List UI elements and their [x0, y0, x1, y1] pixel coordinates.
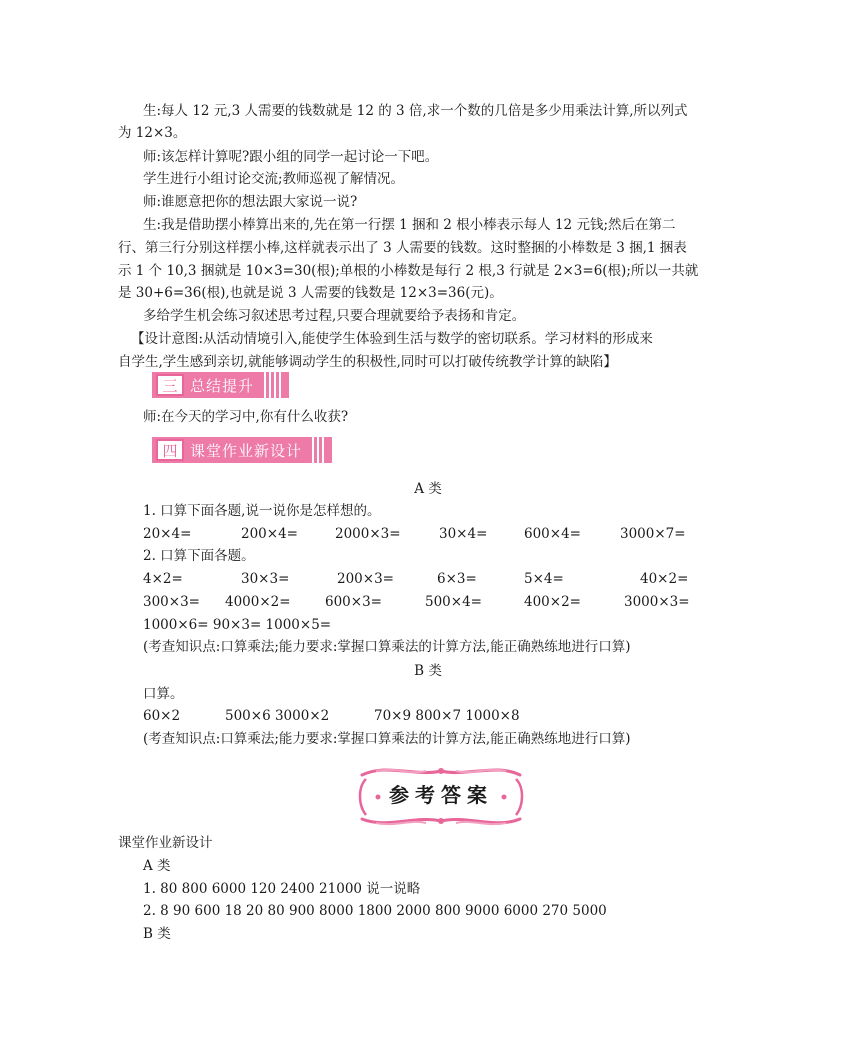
knowledge-note: (考查知识点:口算乘法;能力要求:掌握口算乘法的计算方法,能正确熟练地进行口算) [143, 731, 631, 747]
class-b-heading: B 类 [414, 663, 442, 679]
answers-heading: 课堂作业新设计 [118, 835, 213, 851]
exercise-item: 400×2= [524, 594, 581, 610]
exercise-item: 600×4= [524, 526, 581, 542]
exercise-item: 4×2= [143, 571, 183, 587]
paragraph-line: 多给学生机会练习叙述思考过程,只要合理就要给予表扬和肯定。 [143, 308, 526, 324]
section-title: 总结提升 [190, 376, 255, 395]
exercise-item: 60×2 [143, 708, 181, 724]
paragraph-line: 学生进行小组讨论交流;教师巡视了解情况。 [143, 171, 405, 187]
exercise-item: 500×4= [425, 594, 482, 610]
answer-title: 参考答案 [389, 783, 493, 807]
paragraph-line: 示 1 个 10,3 捆就是 10×3=30(根);单根的小棒数是每行 2 根,3 行就是 2×3=6(根);所以一共就 [118, 263, 699, 279]
section-number: 三 [156, 374, 184, 396]
section-number: 四 [156, 439, 184, 461]
paragraph-line: 生:我是借助摆小棒算出来的,先在第一行摆 1 捆和 2 根小棒表示每人 12 元钱;然后在第二 [143, 217, 676, 233]
exercise-item: 40×2= [640, 571, 689, 587]
answers-a-label: A 类 [143, 858, 171, 874]
exercise-item: 3000×7= [620, 526, 686, 542]
exercise-item: 30×4= [439, 526, 488, 542]
design-intent-line: 【设计意图:从活动情境引入,能使学生体验到生活与数学的密切联系。学习材料的形成来 [131, 331, 653, 347]
question-1: 1. 口算下面各题,说一说你是怎样想的。 [143, 503, 381, 519]
exercise-item: 300×3= [143, 594, 200, 610]
exercise-row: 1000×6= 90×3= 1000×5= [143, 617, 332, 633]
exercise-item: 4000×2= [225, 594, 291, 610]
exercise-item: 5×4= [524, 571, 564, 587]
paragraph-line: 行、第三行分别这样摆小棒,这样就表示出了 3 人需要的钱数。这时整捆的小棒数是 3 捆,1 捆表 [118, 240, 687, 256]
paragraph-line: 师:该怎样计算呢?跟小组的同学一起讨论一下吧。 [143, 149, 439, 165]
answers-a1: 1. 80 800 6000 120 2400 21000 说一说略 [143, 881, 421, 897]
answers-a2: 2. 8 90 600 18 20 80 900 8000 1800 2000 800 9000 6000 270 5000 [143, 903, 607, 919]
exercise-item: 600×3= [325, 594, 382, 610]
class-a-heading: A 类 [414, 481, 442, 497]
exercise-item: 2000×3= [335, 526, 401, 542]
section-title: 课堂作业新设计 [190, 441, 303, 460]
paragraph-line: 是 30+6=36(根),也就是说 3 人需要的钱数是 12×3=36(元)。 [118, 285, 503, 301]
exercise-item: 200×3= [337, 571, 394, 587]
teacher-question: 师:在今天的学习中,你有什么收获? [143, 409, 349, 425]
question-b: 口算。 [143, 686, 184, 702]
exercise-item: 30×3= [241, 571, 290, 587]
answers-b-label: B 类 [143, 926, 171, 942]
banner-stripes [264, 372, 285, 398]
answer-banner [356, 765, 526, 827]
banner-stripes [312, 437, 328, 463]
design-intent-line: 自学生,学生感到亲切,就能够调动学生的积极性,同时可以打破传统教学计算的缺陷】 [118, 354, 617, 370]
paragraph-line: 师:谁愿意把你的想法跟大家说一说? [143, 194, 358, 210]
question-2: 2. 口算下面各题。 [143, 548, 255, 564]
knowledge-note: (考查知识点:口算乘法;能力要求:掌握口算乘法的计算方法,能正确熟练地进行口算) [143, 639, 631, 655]
exercise-item: 6×3= [437, 571, 477, 587]
exercise-item: 20×4= [143, 526, 192, 542]
exercise-item: 200×4= [241, 526, 298, 542]
section-banner-homework [152, 437, 332, 463]
exercise-item: 70×9 800×7 1000×8 [374, 708, 520, 724]
paragraph-line: 生:每人 12 元,3 人需要的钱数就是 12 的 3 倍,求一个数的几倍是多少用乘法计算,所以列式 [143, 103, 688, 119]
paragraph-line: 为 12×3。 [118, 125, 187, 141]
exercise-item: 500×6 3000×2 [225, 708, 330, 724]
exercise-item: 3000×3= [624, 594, 690, 610]
section-banner-summary [152, 372, 289, 398]
